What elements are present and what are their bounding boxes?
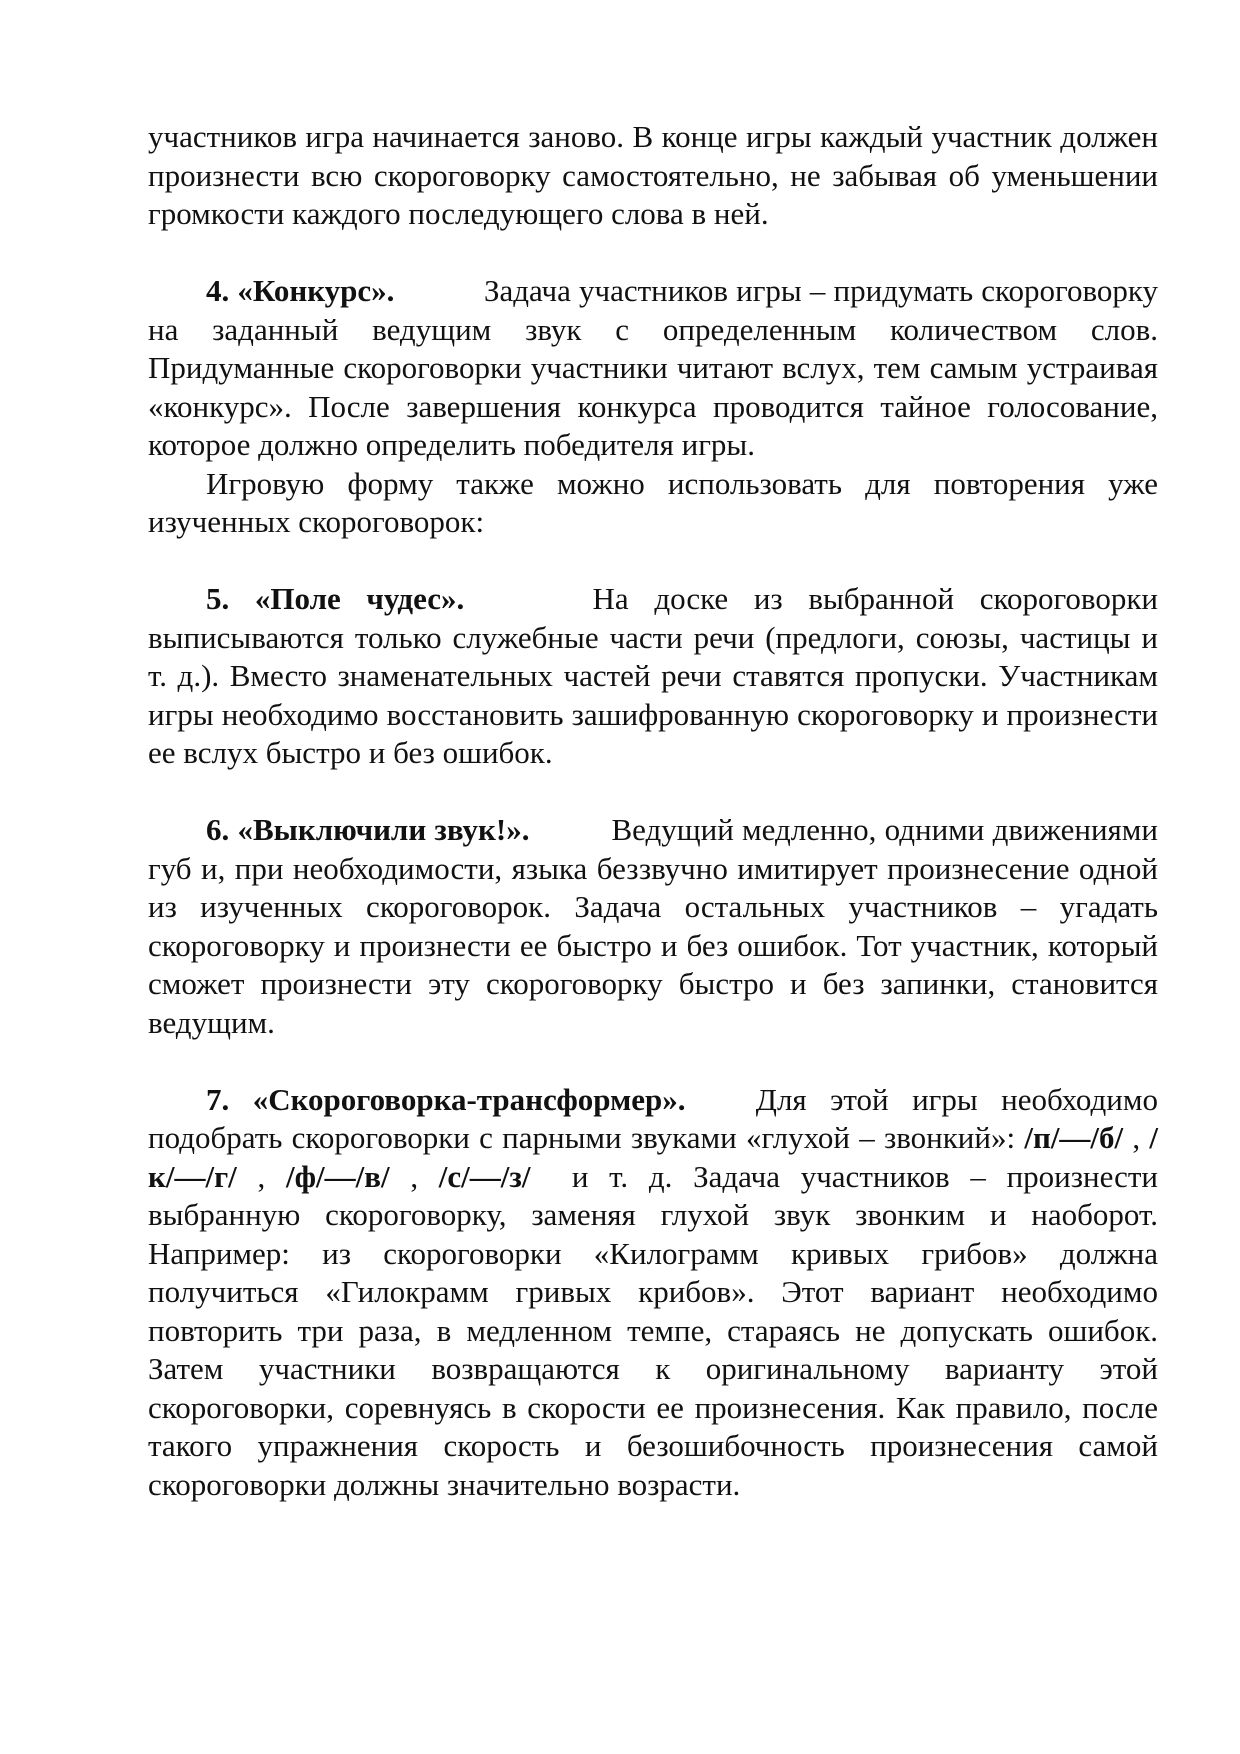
game-7-text-a: Для этой игры необходимо подобрать скороговорки с парными звуками «глухой – звонкий»: (148, 1081, 1159, 1155)
document-page (148, 118, 1158, 1504)
game-7-title: 7. «Скороговорка-трансформер». (206, 1081, 686, 1117)
paragraph-repeat: Игровую форму также можно использовать для повторения уже изученных скороговорок: (148, 465, 1158, 539)
game-4-paragraph (148, 272, 1158, 465)
game-5-paragraph (148, 580, 1158, 773)
game-5-title: 5. «Поле чудес». (206, 581, 465, 616)
game-6-text: Ведущий медленно, одними движениями губ и, при необходимости, языка беззвучно имитирует произнесение одной из изученных скороговорок. Задача остальных участников – угадать скороговорку и произнести ее быстро и без ошибок. Тот участник, который сможет произнести эту скороговорку быстро и без запинки, становится ведущим. (148, 812, 1158, 1040)
sound-pair: /к/—/г/ (148, 1120, 1159, 1194)
game-7-text-b: и т. д. Задача участников – произнести выбранную скороговорку, заменяя глухой звук звонким и наоборот. Например: из скороговорки «Килограмм кривых грибов» должна получиться «Гилокрамм гривых крибов». Этот вариант необходимо повторить три раза, в медленном темпе, стараясь не допускать ошибок. Затем участники возвращаются к оригинальному варианту этой скороговорки, соревнуясь в скорости ее произнесения. Как правило, после такого упражнения скорость и безошибочность произнесения самой скороговорки должны значительно возрасти. (148, 1158, 1159, 1502)
sound-pair: /п/—/б/ (1024, 1120, 1124, 1155)
game-4-text: Задача участников игры – придумать скороговорку на заданный ведущим звук с определенным количеством слов. Придуманные скороговорки участники читают вслух, тем самым устраивая «конкурс». После завершения конкурса проводится тайное голосование, которое должно определить победителя игры. (148, 273, 1159, 462)
game-5-text: На доске из выбранной скороговорки выписываются только служебные части речи (предлоги, союзы, частицы и т. д.). Вместо знаменательных частей речи ставятся пропуски. Участникам игры необходимо восстановить зашифрованную скороговорку и произнести ее вслух быстро и без ошибок. (148, 581, 1158, 770)
game-6-title: 6. «Выключили звук!». (206, 812, 530, 847)
game-4-title: 4. «Конкурс». (206, 273, 395, 308)
sound-pair: /с/—/з/ (438, 1158, 531, 1194)
game-7-paragraph: 7. «Скороговорка-трансформер». Для этой игры необходимо подобрать скороговорки с парными звуками «глухой – звонкий»: /п/—/б/ , /к/—/г/ , /ф/—/в/ , /с/—/з/ и т. д. Задача участников – произнести выбранную скороговорку, заменяя глухой звук звонким и наоборот. Например: из скороговорки «Килограмм кривых грибов» должна получиться «Гилокрамм гривых крибов». Этот вариант необходимо повторить три раза, в медленном темпе, стараясь не допускать ошибок. Затем участники возвращаются к оригинальному варианту этой скороговорки, соревнуясь в скорости ее произнесения. Как правило, после такого упражнения скорость и безошибочность произнесения самой скороговорки должны значительно возрасти. (148, 1081, 1159, 1502)
sound-pair: /ф/—/в/ (285, 1158, 390, 1194)
game-6-paragraph (148, 811, 1158, 1042)
paragraph-intro: участников игра начинается заново. В конце игры каждый участник должен произнести всю скороговорку самостоятельно, не забывая об уменьшении громкости каждого последующего слова в ней. (148, 119, 1158, 231)
